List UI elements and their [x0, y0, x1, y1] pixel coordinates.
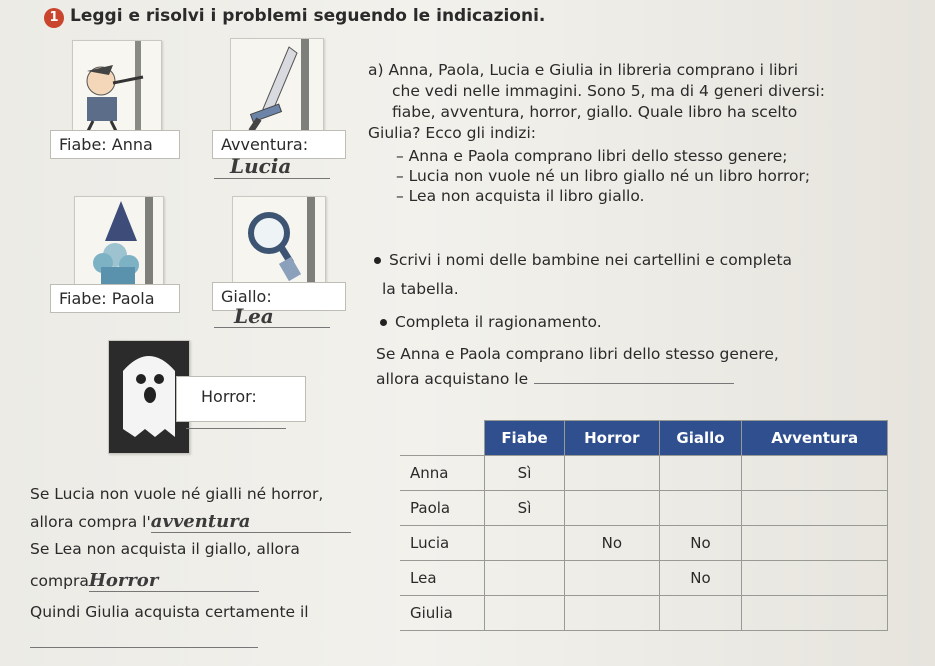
table-cell[interactable]: [565, 561, 660, 596]
label-giallo: Giallo:: [212, 282, 346, 311]
reason-line-2: [376, 369, 816, 390]
book-card-pinocchio: [72, 40, 162, 134]
table-cell[interactable]: [659, 596, 742, 631]
reasoning-line-2-prefix: allora compra l': [30, 513, 151, 531]
table-row: [400, 491, 888, 526]
magnifier-illustration: [233, 197, 325, 285]
label-avventura: Avventura:: [212, 130, 346, 159]
table-cell[interactable]: [742, 526, 888, 561]
row-name: Anna: [400, 456, 485, 491]
bullet-2: [380, 312, 602, 333]
book-card-witch: [74, 196, 164, 288]
row-name: Lucia: [400, 526, 485, 561]
clues-block: [368, 146, 838, 206]
bullet-1: [374, 250, 814, 300]
column-header: Horror: [565, 421, 660, 456]
reasoning-line-1: Se Lucia non vuole né gialli né horror,: [30, 485, 324, 503]
reasoning-line-4: [30, 570, 390, 592]
row-name: Giulia: [400, 596, 485, 631]
table-header-row: [400, 421, 888, 456]
problem-text: [368, 60, 825, 144]
exercise-title: Leggi e risolvi i problemi seguendo le indicazioni.: [70, 6, 546, 26]
label-horror: Horror:: [201, 387, 257, 406]
reason-line-1: Se Anna e Paola comprano libri dello stesso genere,: [376, 345, 779, 363]
table-cell[interactable]: [742, 491, 888, 526]
row-name: Lea: [400, 561, 485, 596]
book-card-sword: [230, 38, 324, 134]
table-cell[interactable]: [659, 491, 742, 526]
table-cell[interactable]: [565, 596, 660, 631]
answer-line-giallo: [214, 327, 330, 328]
table-cell[interactable]: Sì: [485, 491, 565, 526]
label-fiabe-anna: Fiabe: Anna: [50, 130, 180, 159]
label-fiabe-paola: Fiabe: Paola: [50, 284, 180, 313]
genre-table: [400, 420, 888, 631]
clue-2: – Lucia non vuole né un libro giallo né un libro horror;: [396, 167, 811, 185]
answer-giallo: Lea: [234, 304, 274, 328]
table-cell[interactable]: [742, 561, 888, 596]
table-cell[interactable]: [485, 596, 565, 631]
intro-line-3: fiabe, avventura, horror, giallo. Quale libro ha scelto: [392, 103, 798, 121]
table-row: [400, 596, 888, 631]
book-card-magnifier: [232, 196, 326, 286]
table-cell[interactable]: [659, 456, 742, 491]
column-header: Avventura: [742, 421, 888, 456]
intro-line-1: a) Anna, Paola, Lucia e Giulia in libreria comprano i libri: [368, 61, 799, 79]
column-header: Giallo: [659, 421, 742, 456]
reasoning-block: [30, 484, 390, 648]
intro-line-4: Giulia? Ecco gli indizi:: [368, 124, 536, 142]
answer-line-avventura: [214, 178, 330, 179]
table-row: [400, 526, 888, 561]
reasoning-answer-avventura: avventura: [151, 511, 351, 533]
bullet-dot: [374, 257, 381, 264]
answer-line-giulia: [30, 647, 258, 648]
table-cell[interactable]: [485, 526, 565, 561]
table-cell[interactable]: Sì: [485, 456, 565, 491]
table-cell[interactable]: [485, 561, 565, 596]
bullet-2-text: Completa il ragionamento.: [395, 313, 602, 331]
table-cell[interactable]: [565, 456, 660, 491]
bullet-1-line-2: la tabella.: [382, 280, 459, 298]
table-corner: [400, 421, 485, 456]
answer-line-reason: [534, 383, 734, 384]
table-cell[interactable]: [742, 456, 888, 491]
reason-intro: [376, 344, 816, 390]
table-row: [400, 456, 888, 491]
reasoning-line-4-prefix: compra: [30, 572, 89, 590]
exercise-number: 1: [44, 8, 64, 28]
column-header: Fiabe: [485, 421, 565, 456]
row-name: Paola: [400, 491, 485, 526]
reasoning-line-5: Quindi Giulia acquista certamente il: [30, 603, 309, 621]
answer-avventura: Lucia: [230, 154, 292, 178]
clue-3: – Lea non acquista il libro giallo.: [396, 187, 645, 205]
clue-1: – Anna e Paola comprano libri dello stesso genere;: [396, 147, 788, 165]
table-cell[interactable]: [742, 596, 888, 631]
sword-illustration: [231, 39, 323, 133]
label-horror-box: [176, 376, 306, 422]
answer-line-horror: [186, 428, 286, 429]
reasoning-answer-horror: Horror: [89, 570, 259, 592]
table-row: [400, 561, 888, 596]
pinocchio-illustration: [73, 41, 161, 133]
table-cell[interactable]: No: [659, 526, 742, 561]
reason-line-2-text: allora acquistano le: [376, 370, 529, 388]
bullet-1-line-1: Scrivi i nomi delle bambine nei cartellini e completa: [389, 251, 793, 269]
table-cell[interactable]: [565, 491, 660, 526]
intro-line-2: che vedi nelle immagini. Sono 5, ma di 4 generi diversi:: [392, 82, 825, 100]
table-cell[interactable]: No: [565, 526, 660, 561]
witch-illustration: [75, 197, 163, 287]
reasoning-line-3: Se Lea non acquista il giallo, allora: [30, 540, 300, 558]
bullet-dot: [380, 319, 387, 326]
table-cell[interactable]: No: [659, 561, 742, 596]
reasoning-line-2: [30, 511, 390, 533]
